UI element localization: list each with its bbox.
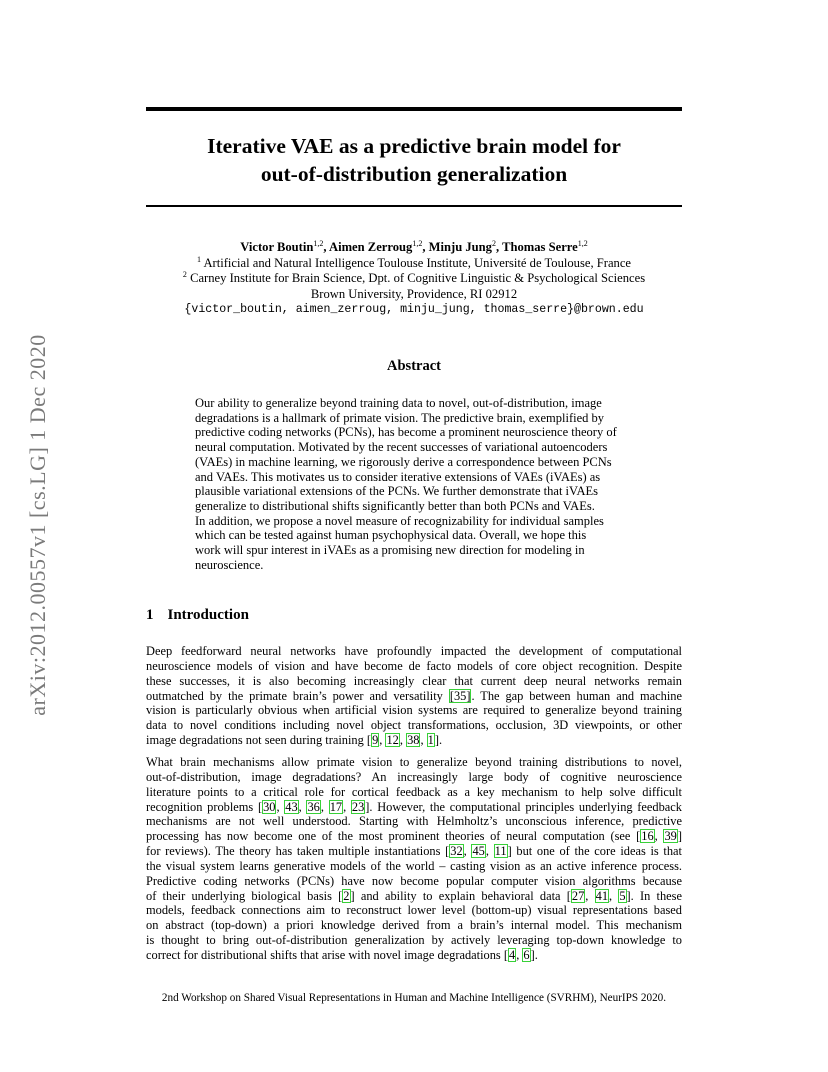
abstract-line: degradations is a hallmark of primate vision. The predictive brain, exemplified by <box>195 410 605 425</box>
author-name: Minju Jung <box>428 240 492 254</box>
abstract-line: and VAEs. This motivates us to consider iterative extensions of VAEs (iVAEs) as <box>195 469 601 484</box>
citation-link[interactable]: 45 <box>472 844 485 859</box>
abstract-line: predictive coding networks (PCNs), has become a prominent neuroscience theory of <box>195 425 617 440</box>
citation-link[interactable]: 2 <box>343 888 350 903</box>
citation-link[interactable]: 11 <box>494 844 507 859</box>
citation-separator: , <box>343 799 351 814</box>
citation-separator: , <box>485 844 494 859</box>
paragraph-line: data to novel conditions including novel object transformations, occlusion, 3D viewpoints, or other <box>146 718 682 733</box>
affiliation-2-address: Brown University, Providence, RI 02912 <box>310 286 518 301</box>
paragraph-text: processing has now become one of the most prominent theories of neural computation (see [ <box>146 829 641 844</box>
citation-separator: , <box>516 947 523 962</box>
citation-link[interactable]: 38 <box>407 733 420 748</box>
paragraph-line: What brain mechanisms allow primate vision to generalize beyond training distributions to novel, <box>146 755 682 769</box>
paragraph-line: Deep feedforward neural networks have profoundly impacted the development of computational <box>146 644 682 658</box>
citation-separator: , <box>320 799 329 814</box>
abstract-body <box>195 396 633 572</box>
author-name: Aimen Zerroug <box>328 240 413 254</box>
citation-link[interactable]: 9 <box>372 733 379 748</box>
author-block <box>146 240 682 318</box>
citation-separator: , <box>276 799 285 814</box>
citation-separator: , <box>298 799 307 814</box>
paragraph-line: these successes, it is also becoming increasingly clear that current deep neural networks remain <box>146 673 682 688</box>
paragraph-text: outmatched by the primate brain’s power and versatility <box>146 688 449 703</box>
affiliation-2 <box>146 271 682 287</box>
abstract-line: work will spur interest in iVAEs as a promising new direction for modeling in <box>195 543 585 558</box>
affiliation-2-text: Carney Institute for Brain Science, Dpt. of Cognitive Linguistic & Psychological Sciences <box>190 271 646 285</box>
citation-link[interactable]: 41 <box>595 888 609 903</box>
intro-paragraph-2 <box>146 755 682 963</box>
paragraph-line: neuroscience models of vision and have become de facto models of core object recognition. Despite <box>146 658 682 673</box>
affiliation-marker: 1 <box>196 254 201 264</box>
arxiv-identifier-stamp: arXiv:2012.00557v1 [cs.LG] 1 Dec 2020 <box>25 334 50 716</box>
paragraph-line: mechanisms are not well understood. Starting with Helmholtz’s unconscious inference, predictive <box>146 814 682 829</box>
author-affiliation-marker: 1,2 <box>412 238 423 248</box>
paragraph-text: ] but one of the core ideas is that <box>507 844 682 859</box>
paragraph-line: on abstract (top-down) a priori knowledge derived from a brain’s internal model. This mechanism <box>146 918 682 933</box>
citation-link[interactable]: 43 <box>285 799 298 814</box>
paragraph-line: the visual system learns generative models of the world – casting vision as an active inference process. <box>146 858 682 873</box>
section-title: Introduction <box>167 607 249 623</box>
paragraph-line <box>146 829 682 844</box>
author-affiliation-marker: 1,2 <box>313 238 324 248</box>
paragraph-text: correct for distributional shifts that arise with novel image degradations [ <box>146 947 508 962</box>
title-line-1: Iterative VAE as a predictive brain model for <box>207 134 621 158</box>
affiliation-1-text: Artificial and Natural Intelligence Toulouse Institute, Université de Toulouse, France <box>203 255 632 270</box>
conference-footer: 2nd Workshop on Shared Visual Representations in Human and Machine Intelligence (SVRHM), NeurIPS 2020. <box>161 992 667 1004</box>
intro-paragraph-1 <box>146 644 682 748</box>
author-names <box>146 240 682 256</box>
citation-separator: , <box>420 733 427 748</box>
author-emails: {victor_boutin, aimen_zerroug, minju_jung, thomas_serre}@brown.edu <box>184 303 644 316</box>
abstract-line: plausible variational extensions of the PCNs. We further demonstrate that iVAEs <box>195 484 598 499</box>
abstract-line: In addition, we propose a novel measure of recognizability for individual samples <box>195 513 604 528</box>
citation-bracket: ]. <box>530 947 538 962</box>
paragraph-line: models, feedback connections aim to reconstruct lower level (bottom-up) visual representations based <box>146 903 682 918</box>
citation-link[interactable]: 12 <box>386 733 399 748</box>
abstract-line: which can be tested against human psychophysical data. Overall, we hope this <box>195 528 587 543</box>
citation-link[interactable]: 32 <box>450 844 463 859</box>
author-affiliation-marker: 2 <box>491 238 496 248</box>
citation-separator: , <box>379 733 386 748</box>
author-name: Victor Boutin <box>240 240 314 254</box>
paragraph-text: of their underlying biological basis [ <box>146 888 343 903</box>
affiliation-marker: 2 <box>182 269 187 279</box>
citation-link[interactable]: 36 <box>307 799 320 814</box>
citation-link[interactable]: 39 <box>664 829 677 844</box>
citation-bracket: [ <box>366 733 372 748</box>
citation-link[interactable]: 27 <box>571 888 585 903</box>
paragraph-line: Predictive coding networks (PCNs) have now become popular computer vision algorithms because <box>146 873 682 888</box>
abstract-line: neuroscience. <box>195 557 264 572</box>
paragraph-line: out-of-distribution, image degradations? An increasingly large body of cognitive neuroscience <box>146 769 682 784</box>
paragraph-line <box>146 689 682 704</box>
citation-bracket: ]. <box>434 733 443 748</box>
abstract-line: generalize to distributional shifts significantly better than both PCNs and VAEs. <box>195 498 595 513</box>
section-heading-introduction <box>146 607 249 624</box>
citation-link[interactable]: 30 <box>263 799 276 814</box>
title-top-rule <box>146 107 682 111</box>
paragraph-text: . The gap between human and machine <box>471 688 682 703</box>
section-number: 1 <box>146 607 154 623</box>
paragraph-line: vision is particularly obvious when artificial vision systems are required to generalize beyond training <box>146 703 682 718</box>
paragraph-text: ] and ability to explain behavioral data [ <box>350 888 571 903</box>
citation-bracket: ] <box>677 829 682 844</box>
citation-link[interactable]: 1 <box>427 733 434 748</box>
title-bottom-rule <box>146 205 682 207</box>
paragraph-text: image degradations not seen during training <box>146 733 367 748</box>
paragraph-line: is thought to bring out-of-distribution generalization by actively leveraging top-down knowledge to <box>146 933 682 948</box>
paragraph-line <box>146 948 682 963</box>
abstract-line: Our ability to generalize beyond training data to novel, out-of-distribution, image <box>195 396 602 410</box>
citation-link[interactable]: 17 <box>329 799 343 814</box>
paragraph-text: ]. However, the computational principles underlying feedback <box>365 799 683 814</box>
author-separator: , <box>495 240 503 254</box>
paragraph-line <box>146 800 682 815</box>
citation-separator: , <box>585 888 595 903</box>
author-separator: , <box>422 240 429 254</box>
paper-title <box>146 132 682 188</box>
citation-link[interactable]: [35] <box>449 688 471 703</box>
abstract-line: (VAEs) in machine learning, we rigorously derive a correspondence between PCNs <box>195 454 612 469</box>
abstract-heading: Abstract <box>387 358 441 374</box>
paragraph-line: literature points to a critical role for cortical feedback as a key mechanism to help solve difficult <box>146 784 682 799</box>
paragraph-text: recognition problems [ <box>146 799 263 814</box>
citation-separator: , <box>463 844 472 859</box>
citation-separator: , <box>399 733 407 748</box>
author-affiliation-marker: 1,2 <box>577 238 588 248</box>
citation-separator: , <box>609 888 619 903</box>
citation-link[interactable]: 5 <box>619 888 626 903</box>
paragraph-line <box>146 733 682 748</box>
paragraph-line <box>146 889 682 904</box>
citation-separator: , <box>654 829 664 844</box>
affiliation-1 <box>146 256 682 272</box>
abstract-line: neural computation. Motivated by the recent successes of variational autoencoders <box>195 440 608 455</box>
author-separator: , <box>323 240 329 254</box>
title-line-2: out-of-distribution generalization <box>260 162 568 186</box>
paragraph-line <box>146 844 682 859</box>
paragraph-text: ]. In these <box>626 888 682 903</box>
citation-link[interactable]: 16 <box>641 829 654 844</box>
paragraph-text: for reviews). The theory has taken multiple instantiations [ <box>146 844 450 859</box>
author-name: Thomas Serre <box>502 240 578 254</box>
citation-link[interactable]: 6 <box>523 947 530 962</box>
citation-link[interactable]: 4 <box>508 947 516 962</box>
citation-link[interactable]: 23 <box>351 799 365 814</box>
